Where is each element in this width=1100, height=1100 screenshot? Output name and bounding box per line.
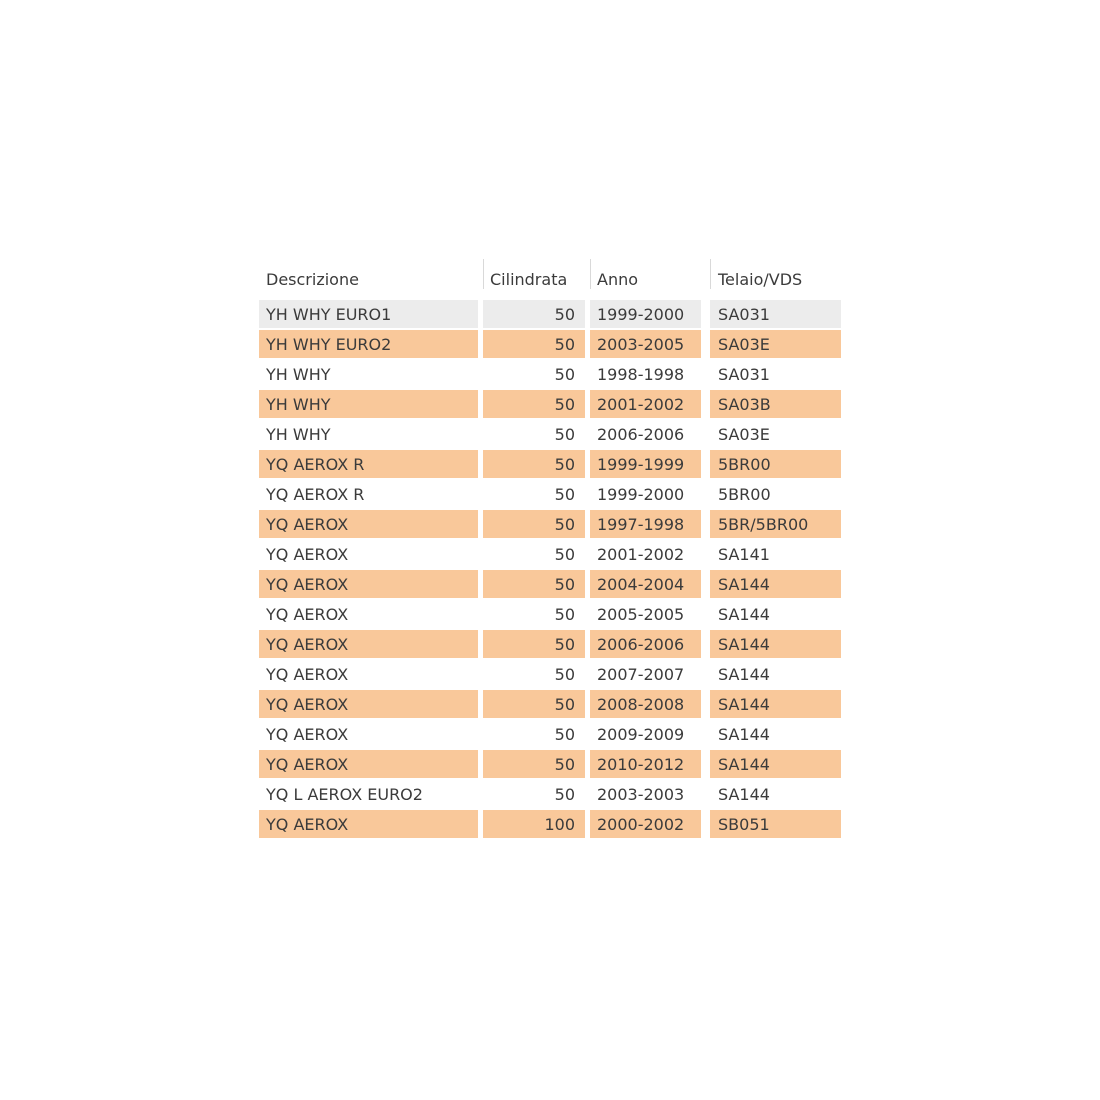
cell-cilindrata: 50 — [478, 510, 585, 540]
cell-anno: 2006-2006 — [585, 630, 701, 660]
table-row — [259, 570, 841, 600]
cell-anno: 2001-2002 — [585, 390, 701, 420]
cell-anno: 1999-1999 — [585, 450, 701, 480]
cell-cilindrata: 50 — [478, 780, 585, 810]
cell-anno: 2005-2005 — [585, 600, 701, 630]
cell-anno: 1997-1998 — [585, 510, 701, 540]
cell-descrizione: YH WHY EURO1 — [259, 300, 478, 330]
cell-anno: 1998-1998 — [585, 360, 701, 390]
cell-anno: 2008-2008 — [585, 690, 701, 720]
table-row — [259, 360, 841, 390]
table-row — [259, 390, 841, 420]
table-row — [259, 420, 841, 450]
table-row — [259, 450, 841, 480]
cell-telaio-vds: SA144 — [701, 750, 841, 780]
cell-anno: 2006-2006 — [585, 420, 701, 450]
cell-cilindrata: 50 — [478, 600, 585, 630]
cell-anno: 2000-2002 — [585, 810, 701, 840]
cell-descrizione: YH WHY — [259, 420, 478, 450]
table-row — [259, 810, 841, 840]
cell-descrizione: YQ AEROX — [259, 510, 478, 540]
compatibility-table-container — [259, 259, 841, 840]
cell-descrizione: YQ AEROX — [259, 630, 478, 660]
cell-descrizione: YQ AEROX — [259, 720, 478, 750]
cell-telaio-vds: 5BR00 — [701, 480, 841, 510]
cell-descrizione: YH WHY EURO2 — [259, 330, 478, 360]
cell-telaio-vds: SA141 — [701, 540, 841, 570]
cell-telaio-vds: SA144 — [701, 570, 841, 600]
table-row — [259, 660, 841, 690]
cell-telaio-vds: SA03B — [701, 390, 841, 420]
table-body — [259, 300, 841, 840]
cell-telaio-vds: 5BR00 — [701, 450, 841, 480]
cell-descrizione: YH WHY — [259, 390, 478, 420]
table-row — [259, 300, 841, 330]
cell-telaio-vds: 5BR/5BR00 — [701, 510, 841, 540]
table-row — [259, 480, 841, 510]
cell-telaio-vds: SA144 — [701, 630, 841, 660]
column-header-cilindrata: Cilindrata — [478, 259, 585, 300]
cell-cilindrata: 50 — [478, 540, 585, 570]
cell-anno: 2007-2007 — [585, 660, 701, 690]
cell-anno: 2010-2012 — [585, 750, 701, 780]
cell-descrizione: YQ L AEROX EURO2 — [259, 780, 478, 810]
cell-descrizione: YQ AEROX — [259, 690, 478, 720]
cell-descrizione: YQ AEROX — [259, 810, 478, 840]
cell-telaio-vds: SA144 — [701, 720, 841, 750]
cell-descrizione: YQ AEROX — [259, 540, 478, 570]
cell-telaio-vds: SB051 — [701, 810, 841, 840]
compatibility-table — [259, 259, 841, 840]
cell-descrizione: YQ AEROX — [259, 750, 478, 780]
cell-anno: 2001-2002 — [585, 540, 701, 570]
cell-descrizione: YQ AEROX — [259, 570, 478, 600]
table-header — [259, 259, 841, 300]
cell-anno: 2009-2009 — [585, 720, 701, 750]
cell-telaio-vds: SA03E — [701, 420, 841, 450]
cell-cilindrata: 50 — [478, 450, 585, 480]
table-row — [259, 330, 841, 360]
cell-cilindrata: 50 — [478, 660, 585, 690]
table-row — [259, 750, 841, 780]
cell-descrizione: YQ AEROX R — [259, 450, 478, 480]
cell-anno: 1999-2000 — [585, 480, 701, 510]
cell-descrizione: YH WHY — [259, 360, 478, 390]
cell-descrizione: YQ AEROX — [259, 660, 478, 690]
cell-telaio-vds: SA031 — [701, 300, 841, 330]
cell-telaio-vds: SA144 — [701, 660, 841, 690]
table-row — [259, 540, 841, 570]
cell-telaio-vds: SA144 — [701, 780, 841, 810]
cell-descrizione: YQ AEROX R — [259, 480, 478, 510]
cell-cilindrata: 50 — [478, 390, 585, 420]
column-header-telaio-vds: Telaio/VDS — [701, 259, 841, 300]
cell-anno: 2003-2005 — [585, 330, 701, 360]
table-row — [259, 510, 841, 540]
cell-cilindrata: 100 — [478, 810, 585, 840]
table-row — [259, 780, 841, 810]
table-row — [259, 690, 841, 720]
cell-cilindrata: 50 — [478, 300, 585, 330]
cell-telaio-vds: SA144 — [701, 600, 841, 630]
cell-cilindrata: 50 — [478, 720, 585, 750]
cell-telaio-vds: SA03E — [701, 330, 841, 360]
column-header-descrizione: Descrizione — [259, 259, 478, 300]
header-row — [259, 259, 841, 300]
cell-telaio-vds: SA031 — [701, 360, 841, 390]
cell-cilindrata: 50 — [478, 690, 585, 720]
cell-descrizione: YQ AEROX — [259, 600, 478, 630]
table-row — [259, 600, 841, 630]
cell-cilindrata: 50 — [478, 630, 585, 660]
cell-cilindrata: 50 — [478, 330, 585, 360]
cell-cilindrata: 50 — [478, 420, 585, 450]
cell-anno: 2003-2003 — [585, 780, 701, 810]
cell-telaio-vds: SA144 — [701, 690, 841, 720]
table-row — [259, 720, 841, 750]
cell-cilindrata: 50 — [478, 360, 585, 390]
cell-anno: 1999-2000 — [585, 300, 701, 330]
cell-cilindrata: 50 — [478, 570, 585, 600]
cell-anno: 2004-2004 — [585, 570, 701, 600]
table-row — [259, 630, 841, 660]
column-header-anno: Anno — [585, 259, 701, 300]
cell-cilindrata: 50 — [478, 480, 585, 510]
cell-cilindrata: 50 — [478, 750, 585, 780]
